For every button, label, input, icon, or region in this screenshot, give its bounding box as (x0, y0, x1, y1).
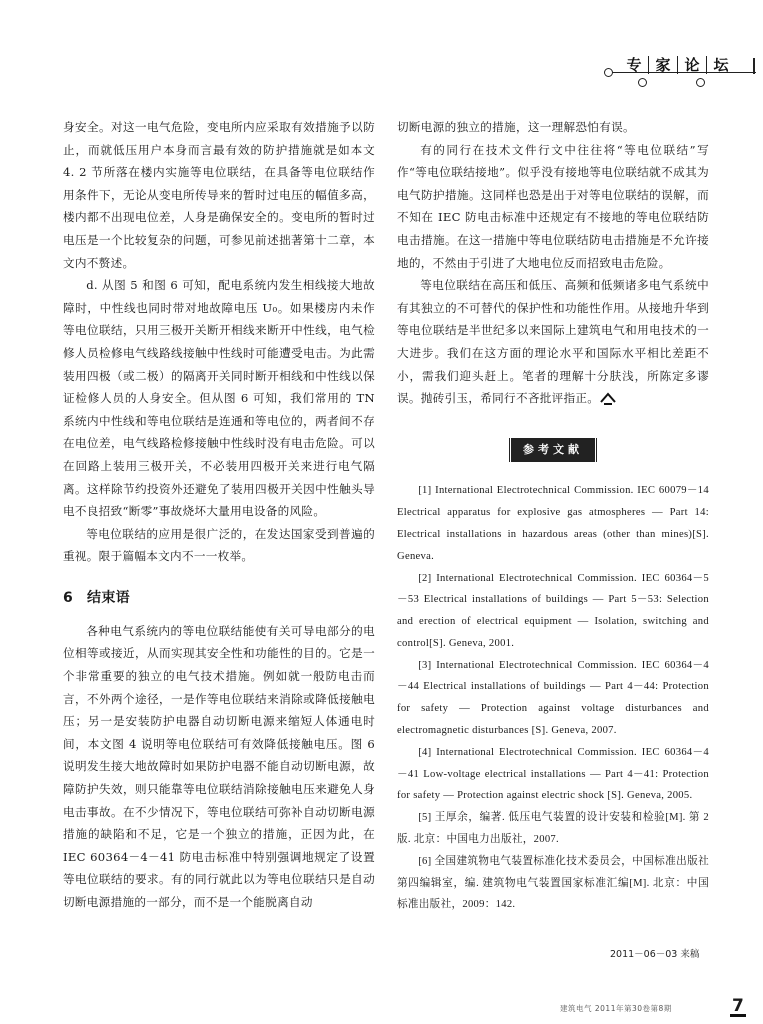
header-char: 专 (626, 56, 642, 74)
section-number: 6 (63, 589, 74, 606)
section-header (598, 42, 763, 92)
paragraph-text: 等电位联结在高压和低压、高频和低频诸多电气系统中有其独立的不可替代的保护性和功能性作用。从接地升华到等电位联结是半世纪多以来国际上建筑电气和用电技术的一大进步。我们在这方面的理论水平和国际水平相比差距不小，需我们迎头赶上。笔者的理解十分肤浅，所陈定多谬误。抛砖引玉，希同行不吝批评指正。 (397, 278, 709, 406)
header-dot-icon (696, 78, 705, 87)
reference-item: [1] International Electrotechnical Commission. IEC 60079－14 Electrical apparatus for explosive gas atmospheres — Part 14: Electrical installations in hazardous areas (other than mines)[S]. Geneva. (397, 485, 709, 562)
header-char: 坛 (713, 56, 729, 74)
header-tick (753, 58, 755, 74)
header-char: 论 (684, 56, 700, 74)
reference-list (397, 480, 709, 916)
section-heading (63, 588, 375, 608)
paragraph: 切断电源的独立的措施，这一理解恐怕有误。 (397, 120, 635, 134)
header-title (620, 54, 735, 75)
paragraph (397, 274, 709, 410)
header-char: 家 (655, 56, 671, 74)
header-dot-icon (604, 68, 613, 77)
received-date: 2011－06－03 来稿 (610, 949, 700, 960)
reference-item: [2] International Electrotechnical Commission. IEC 60364－5－53 Electrical installations of buildings — Part 5－53: Selection and erection of electrical equipment — Isolation, switching and control[S]. Geneva, 2001. (397, 572, 709, 649)
paragraph: 身安全。对这一电气危险，变电所内应采取有效措施予以防止，而就低压用户本身而言最有效的防护措施就是如本文 4. 2 节所落在楼内实施等电位联结，在具备等电位联结作用条件下，无论从变电所传导来的暂时过电压的幅值多高，楼内都不出现电位差，人身是确保安全的。变电所的暂时过电压是一个比较复杂的问题，可参见前述拙著第十二章，本文内不赘述。 (63, 120, 375, 270)
reference-item: [5] 王厚余，编著. 低压电气装置的设计安装和检验[M]. 第 2 版. 北京：中国电力出版社，2007. (397, 812, 709, 846)
reference-item: [3] International Electrotechnical Commission. IEC 60364－4－44 Electrical installations of buildings — Part 4－44: Protection for safety — Protection against voltage disturbances and electromagnetic disturbances [S]. Geneva, 2007. (397, 659, 709, 737)
paragraph: 各种电气系统内的等电位联结能使有关可导电部分的电位相等或接近，从而实现其安全性和功能性的目的。它是一个非常重要的独立的电气技术措施。例如就一般防电击而言，不外两个途径，一是作等电位联结来消除或降低接触电压；另一是安装防护电器自动切断电源来缩短人体通电时间，本文图 4 说明等电位联结可有效降低接触电压。图 6 说明发生接大地故障时如果防护电器不能自动切断电源，故障防护失效，则只能靠等电位联结消除接触电压来避免人身电击事故。在不少情况下，等电位联结可弥补自动切断电源措施的缺陷和不足，它是一个独立的措施，正因为此，在 IEC 60364－4－41 防电击标准中特别强调地规定了设置等电位联结的要求。有的同行就此以为等电位联结只是自动切断电源措施的一部分，而不是一个能脱离自动 (63, 623, 375, 909)
reference-item: [4] International Electrotechnical Commission. IEC 60364－4－41 Low-voltage electrical installations — Part 4－41: Protection for safety — Protection against electric shock [S]. Geneva, 2005. (397, 746, 709, 802)
paragraph: 等电位联结的应用是很广泛的，在发达国家受到普遍的重视。限于篇幅本文内不一一枚举。 (63, 526, 375, 564)
reference-item: [6] 全国建筑物电气装置标准化技术委员会，中国标准出版社第四编辑室，编. 建筑物电气装置国家标准汇编[M]. 北京：中国标准出版社，2009：142. (397, 855, 709, 911)
header-dot-icon (638, 78, 647, 87)
references-heading (397, 438, 709, 463)
page-number: 7 (732, 996, 744, 1016)
end-mark-icon (599, 392, 617, 406)
right-column (397, 116, 709, 916)
references-title: 参考文献 (508, 438, 598, 463)
paragraph: d. 从图 5 和图 6 可知，配电系统内发生相线接大地故障时，中性线也同时带对地故障电压 U₀。如果楼房内未作等电位联结，只用三极开关断开相线来断开中性线，电气检修人员检修电气线路线接触中性线时可能遭受电击。为此需装用四极（或二极）的隔离开关同时断开相线和中性线以保证检修人员的人身安全。但从图 6 可知，我们常用的 TN 系统内中性线和等电位联结是连通和等电位的，两者间不存在电位差，电气线路检修接触中性线时没有电击危险。可以在回路上装用三极开关，不必装用四极开关来进行电气隔离。这样除节约投资外还避免了装用四极开关因中性触头导电不良招致“断零”事故烧坏大量用电设备的风险。 (63, 278, 375, 519)
left-column (63, 116, 375, 914)
paragraph: 有的同行在技术文件行文中往往将“等电位联结”写作“等电位联结接地”。似乎没有接地等电位联结就不成其为电气防护措施。这同样也恐是出于对等电位联结的误解，而不知在 IEC 防电击标准中还规定有不接地的等电位联结防电击措施。在这一措施中等电位联结防电击措施是不允许接地的，不然由于引进了大地电位反而招致电击危险。 (397, 142, 709, 270)
section-title: 结束语 (87, 589, 130, 606)
journal-footer: 建筑电气 2011年第30卷第8期 (560, 1004, 672, 1013)
